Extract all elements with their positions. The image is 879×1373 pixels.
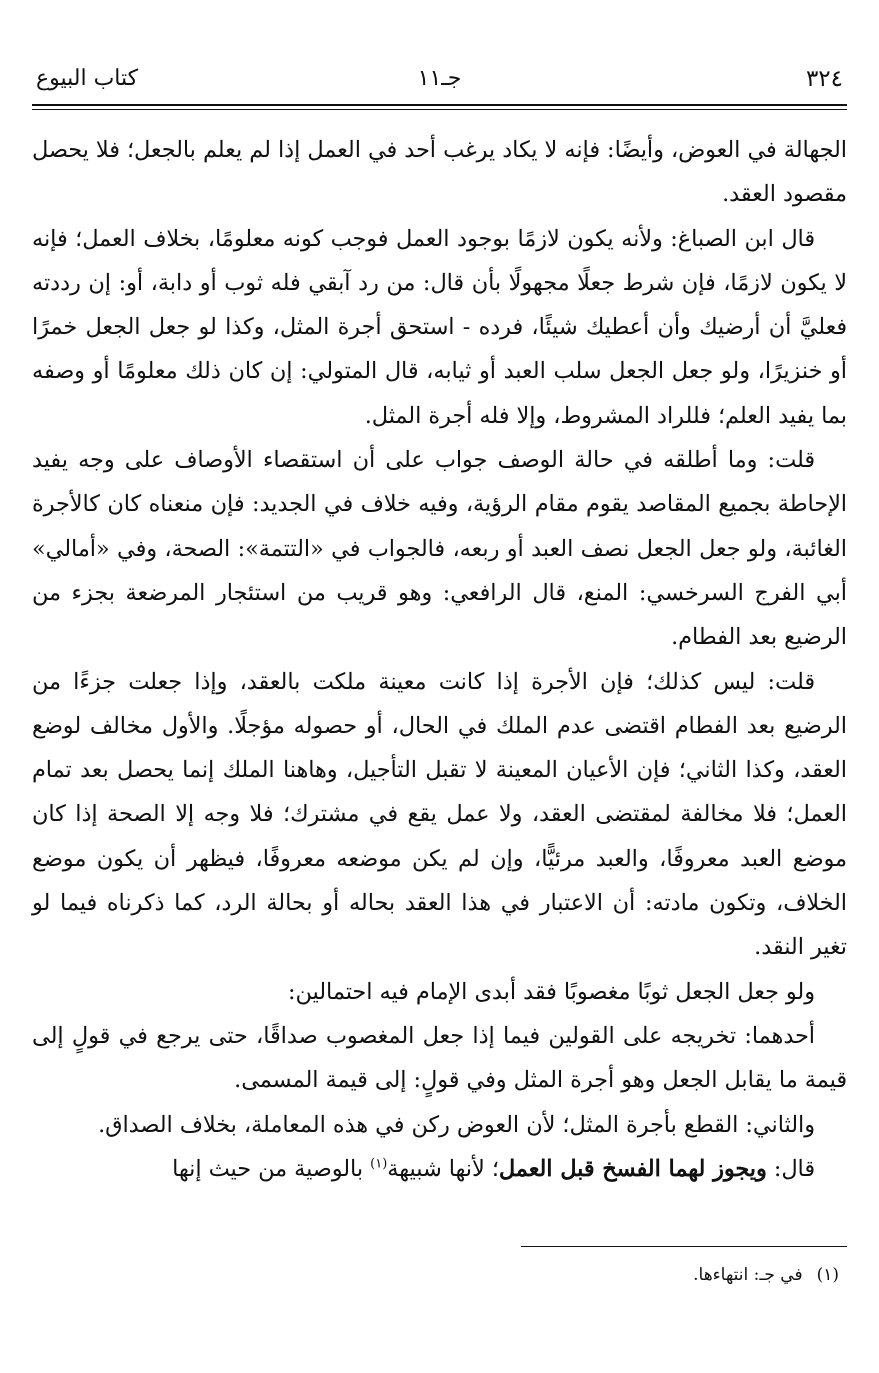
paragraph: قلت: وما أطلقه في حالة الوصف جواب على أن استقصاء الأوصاف على وجه يفيد الإحاطة بجميع المقاصد يقوم مقام الرؤية، وفيه خلاف في الجديد: فإن منعناه كان كالأجرة الغائبة، ولو جعل الجعل نصف العبد أو ربعه، فالجواب في «التتمة»: الصحة، وفي «أمالي» أبي الفرج السرخسي: المنع، قال الرافعي: وهو قريب من استئجار المرضعة بجزء من الرضيع بعد الفطام. bbox=[32, 447, 847, 651]
paragraph: الجهالة في العوض، وأيضًا: فإنه لا يكاد يرغب أحد في العمل إذا لم يعلم بالجعل؛ فلا يحصل مقصود العقد. bbox=[32, 137, 847, 208]
book-title: كتاب البيوع bbox=[36, 66, 139, 91]
volume-label: جـ١١ bbox=[417, 66, 462, 91]
paragraph: والثاني: القطع بأجرة المثل؛ لأن العوض ركن في هذه المعاملة، بخلاف الصداق. bbox=[98, 1111, 815, 1138]
footnote-number: (١) bbox=[816, 1265, 839, 1285]
footnote-separator bbox=[521, 1246, 847, 1247]
header-rule-thick bbox=[32, 104, 847, 106]
main-text bbox=[32, 128, 847, 1191]
quote-prefix: قال: bbox=[773, 1155, 815, 1182]
paragraph: ولو جعل الجعل ثوبًا مغصوبًا فقد أبدى الإمام فيه احتمالين: bbox=[288, 978, 815, 1005]
footnote-reference[interactable]: (١) bbox=[370, 1156, 388, 1172]
quoted-ruling: ويجوز لهما الفسخ قبل العمل bbox=[498, 1155, 767, 1182]
paragraph: قلت: ليس كذلك؛ فإن الأجرة إذا كانت معينة ملكت بالعقد، وإذا جعلت جزءًا من الرضيع بعد الفطام اقتضى عدم الملك في الحال، أو حصوله مؤجلًا. والأول مخالف لوضع العقد، وكذا الثاني؛ فإن الأعيان المعينة لا تقبل التأجيل، وهاهنا الملك إنما يحصل بعد تمام العمل؛ فلا مخالفة لمقتضى العقد، ولا عمل يقع في مشترك؛ فلا وجه إلا الصحة إذا كان موضع العبد معروفًا، والعبد مرئيًّا، وإن لم يكن موضعه معروفًا، فيظهر أن يكون موضع الخلاف، وتكون مادته: أن الاعتبار في هذا العقد بحاله أو بحالة الرد، كما ذكرناه فيما لو تغير النقد. bbox=[32, 668, 847, 961]
quote-suffix: بالوصية من حيث إنها bbox=[172, 1155, 364, 1182]
header-rule-thin bbox=[32, 109, 847, 110]
footnote-text: في جـ: انتهاءها. bbox=[693, 1265, 803, 1285]
paragraph: قال ابن الصباغ: ولأنه يكون لازمًا بوجود العمل فوجب كونه معلومًا، بخلاف العمل؛ فإنه لا يكون لازمًا، فإن شرط جعلًا مجهولًا بأن قال: من رد آبقي فله ثوب أو دابة، أو: إن رددته فعليَّ أن أرضيك وأن أعطيك شيئًا، فرده - استحق أجرة المثل، وكذا لو جعل الجعل خمرًا أو خنزيرًا، ولو جعل الجعل سلب العبد أو ثيابه، قال المتولي: إن كان ذلك معلومًا أو وصفه بما يفيد العلم؛ فللراد المشروط، وإلا فله أجرة المثل. bbox=[32, 225, 848, 429]
footnote bbox=[32, 1262, 839, 1288]
page-header bbox=[36, 66, 843, 100]
quote-middle: ؛ لأنها شبيهة bbox=[387, 1155, 499, 1182]
paragraph-quote bbox=[32, 1147, 847, 1191]
paragraph: أحدهما: تخريجه على القولين فيما إذا جعل المغصوب صداقًا، حتى يرجع في قولٍ إلى قيمة ما يقابل الجعل وهو أجرة المثل وفي قولٍ: إلى قيمة المسمى. bbox=[32, 1022, 847, 1094]
page-number: ٣٢٤ bbox=[805, 66, 843, 92]
